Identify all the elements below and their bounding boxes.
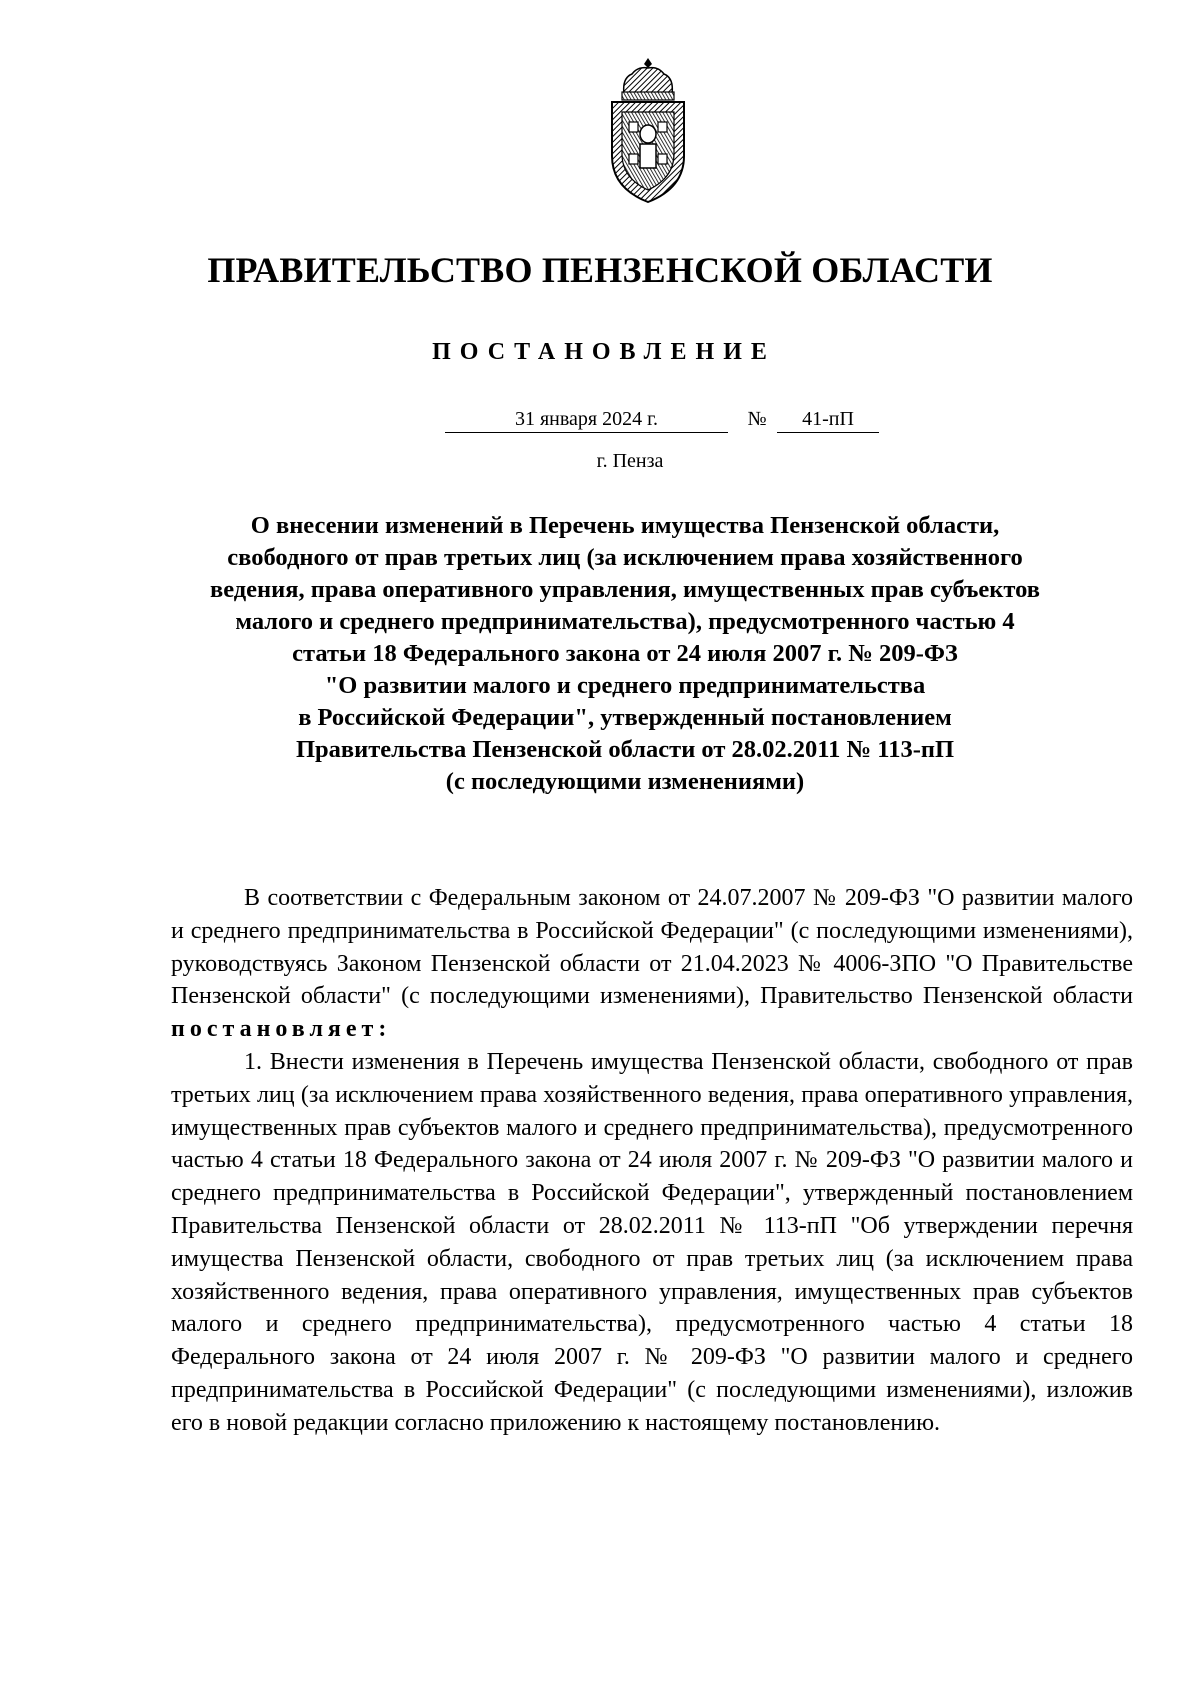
preamble-text: В соответствии с Федеральным законом от 24.07.2007 № 209-ФЗ "О развитии малого и среднего предпринимательства в Российской Федерации" (с последующими изменениями), руководствуясь Законом Пензенской области от 21.04.2023 № 4006-ЗПО "О Правительстве Пензенской области" (с последующими изменениями), Правительство Пензенской области bbox=[171, 885, 1133, 1010]
preamble-paragraph bbox=[171, 882, 1133, 1046]
subject-line: ведения, права оперативного управления, имущественных прав субъектов bbox=[210, 576, 1040, 603]
document-date: 31 января 2024 г. bbox=[445, 406, 728, 433]
document-body bbox=[171, 882, 1133, 1440]
subject-line: "О развитии малого и среднего предпринимательства bbox=[324, 672, 926, 699]
subject-line: малого и среднего предпринимательства), предусмотренного частью 4 bbox=[235, 608, 1015, 635]
subject-line: Правительства Пензенской области от 28.02.2011 № 113-пП bbox=[295, 736, 955, 763]
resolves-word: постановляет: bbox=[171, 1016, 392, 1043]
subject-line: (с последующими изменениями) bbox=[445, 768, 805, 795]
document-number: 41-пП bbox=[777, 406, 879, 433]
document-type: ПОСТАНОВЛЕНИЕ bbox=[432, 339, 776, 365]
number-sign: № bbox=[747, 408, 767, 430]
subject-line: статьи 18 Федерального закона от 24 июля 2007 г. № 209-ФЗ bbox=[292, 640, 958, 667]
subject-line: свободного от прав третьих лиц (за исключением права хозяйственного bbox=[227, 544, 1023, 571]
document-subject bbox=[165, 510, 1085, 798]
subject-line: в Российской Федерации", утвержденный постановлением bbox=[298, 704, 952, 731]
item-1-paragraph: 1. Внести изменения в Перечень имущества Пензенской области, свободного от прав третьих лиц (за исключением права хозяйственного ведения, права оперативного управления, имущественных прав субъектов малого и среднего предпринимательства), предусмотренного частью 4 статьи 18 Федерального закона от 24 июля 2007 г. № 209-ФЗ "О развитии малого и среднего предпринимательства в Российской Федерации", утвержденный постановлением Правительства Пензенской области от 28.02.2011 № 113-пП "Об утверждении перечня имущества Пензенской области, свободного от прав третьих лиц (за исключением права хозяйственного ведения, права оперативного управления, имущественных прав субъектов малого и среднего предпринимательства), предусмотренного частью 4 статьи 18 Федерального закона от 24 июля 2007 г. № 209-ФЗ "О развитии малого и среднего предпринимательства в Российской Федерации" (с последующими изменениями), изложив его в новой редакции согласно приложению к настоящему постановлению. bbox=[171, 1048, 1133, 1436]
coat-of-arms-icon bbox=[602, 56, 694, 204]
subject-line: О внесении изменений в Перечень имущества Пензенской области, bbox=[250, 512, 1000, 539]
city: г. Пенза bbox=[596, 450, 664, 472]
organization-title: ПРАВИТЕЛЬСТВО ПЕНЗЕНСКОЙ ОБЛАСТИ bbox=[207, 250, 993, 290]
